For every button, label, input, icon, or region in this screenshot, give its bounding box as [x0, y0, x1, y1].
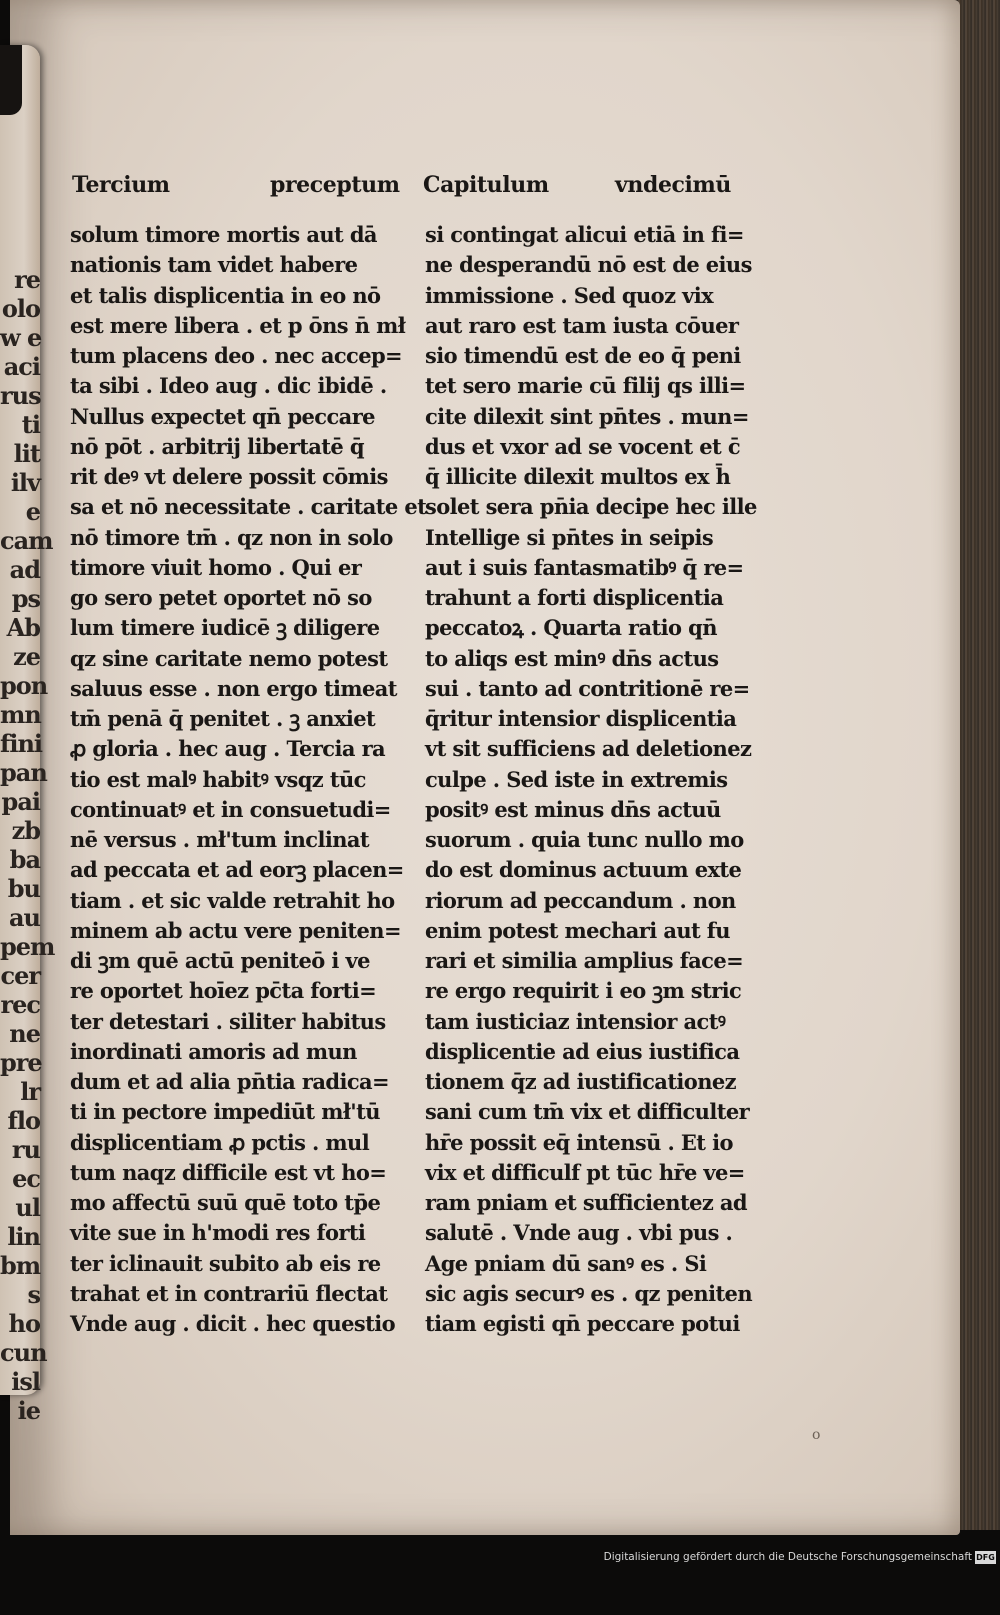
- text-line: nō pōt . arbitrij libertatē q̄: [70, 433, 364, 459]
- text-line: culpe . Sed iste in extremis: [425, 766, 728, 792]
- text-line: Age pniam dū sanꝰ es . Si: [425, 1250, 707, 1276]
- facing-page-fragment: ba: [9, 845, 40, 874]
- text-line: sui . tanto ad contritionē re=: [425, 675, 750, 701]
- text-column-right: [425, 220, 757, 1339]
- text-line: suorum . quia tunc nullo mo: [425, 827, 744, 852]
- facing-page-fragment: pon: [0, 671, 48, 700]
- facing-page-fragment: lin: [7, 1222, 40, 1251]
- text-line: dus et vxor ad se vocent et c̄: [425, 433, 741, 459]
- footer-credit: Digitalisierung gefördert durch die Deutsche Forschungsgemeinschaft: [603, 1551, 972, 1563]
- text-line: tet sero marie cū filij qs illi=: [425, 373, 746, 399]
- text-line: immissione . Sed quoz vix: [425, 282, 714, 308]
- text-line: aut raro est tam iusta cōuer: [425, 312, 739, 338]
- facing-page-fragment: re: [14, 265, 40, 294]
- facing-page-fragment: ru: [11, 1135, 40, 1164]
- facing-page-fragment: pan: [0, 758, 47, 787]
- text-line: sio timendū est de eo q̄ peni: [425, 343, 741, 368]
- text-line: nē versus . mł'tum inclinat: [70, 827, 370, 852]
- text-line: mo affectū suū quē toto tp̄e: [70, 1190, 381, 1215]
- facing-page-fragment: lr: [20, 1077, 40, 1106]
- text-line: solet sera pn̄ia decipe hec ille: [425, 494, 757, 520]
- facing-page-text: [0, 45, 55, 1615]
- text-line: riorum ad peccandum . non: [425, 887, 736, 913]
- facing-page-fragment: w e: [0, 323, 42, 352]
- text-line: sic agis securꝰ es . qz peniten: [425, 1280, 752, 1306]
- text-line: Vnde aug . dicit . hec questio: [70, 1311, 396, 1336]
- text-line: tio est malꝰ habitꝰ vsqz tūc: [70, 766, 366, 792]
- text-line: si contingat alicui etiā in fi=: [425, 222, 744, 247]
- text-line: lum timere iudicē ꝫ diligere: [70, 615, 380, 641]
- facing-page-fragment: cam: [0, 526, 53, 555]
- facing-page-fragment: ilv: [10, 468, 40, 497]
- running-header-left: Tercium: [72, 172, 170, 198]
- facing-page-fragment: bm: [0, 1251, 41, 1280]
- text-line: nationis tam videt habere: [70, 252, 358, 278]
- facing-page-fragment: ps: [11, 584, 40, 613]
- text-line: go sero petet oportet nō so: [70, 585, 372, 610]
- text-line: trahunt a forti displicentia: [425, 585, 724, 610]
- facing-page-fragment: pai: [1, 787, 40, 816]
- text-line: tionem q̄z ad iustificationez: [425, 1069, 736, 1094]
- text-line: rit deꝰ vt delere possit cōmis: [70, 464, 388, 489]
- margin-mark: o: [812, 1427, 821, 1443]
- text-line: inordinati amoris ad mun: [70, 1038, 357, 1064]
- facing-page-fragment: ul: [15, 1193, 40, 1222]
- text-line: vt sit sufficiens ad deletionez: [425, 736, 752, 762]
- text-line: nō timore tm̄ . qz non in solo: [70, 524, 393, 550]
- facing-page-strip: [0, 45, 55, 1425]
- facing-page-fragment: flo: [7, 1106, 40, 1135]
- facing-page-fragment: ne: [9, 1019, 40, 1048]
- text-line: tum placens deo . nec accep=: [70, 343, 403, 368]
- facing-page-fragment: Ab: [6, 613, 40, 642]
- text-line: peccatoꝝ . Quarta ratio qn̄: [425, 615, 717, 641]
- text-line: cite dilexit sint pn̄tes . mun=: [425, 403, 749, 429]
- text-line: saluus esse . non ergo timeat: [70, 675, 397, 701]
- facing-page-fragment: lit: [13, 439, 40, 468]
- text-line: sani cum tm̄ vix et difficulter: [425, 1099, 750, 1125]
- text-line: tum naqz difficile est vt ho=: [70, 1159, 387, 1185]
- text-line: displicentie ad eius iustifica: [425, 1038, 740, 1064]
- text-column-left: [70, 220, 427, 1339]
- facing-page-fragment: bu: [7, 874, 40, 903]
- text-line: ter iclinauit subito ab eis re: [70, 1250, 381, 1276]
- facing-page-fragment: pre: [0, 1048, 42, 1077]
- dfg-logo: DFG: [976, 1553, 995, 1562]
- text-line: tiam egisti qn̄ peccare potui: [425, 1311, 740, 1336]
- facing-page-fragment: rec: [0, 990, 40, 1019]
- text-line: di ꝫm quē actū peniteō i ve: [70, 948, 370, 973]
- text-line: rari et similia amplius face=: [425, 948, 744, 973]
- text-line: hr̄e possit eq̄ intensū . Et io: [425, 1129, 733, 1155]
- facing-page-fragment: olo: [1, 294, 40, 323]
- text-line: do est dominus actuum exte: [425, 857, 742, 883]
- facing-page-fragment: ec: [12, 1164, 40, 1193]
- facing-page-fragment: ti: [21, 410, 40, 439]
- text-line: re ergo requirit i eo ꝫm stric: [425, 978, 742, 1004]
- text-line: Intellige si pn̄tes in seipis: [425, 524, 714, 550]
- facing-page-fragment: ad: [9, 555, 40, 584]
- facing-page-fragment: cer: [0, 961, 40, 990]
- text-line: q̄ritur intensior displicentia: [425, 706, 737, 731]
- text-line: salutē . Vnde aug . vbi pus .: [425, 1220, 733, 1246]
- text-line: re oportet hoīez pc̄ta forti=: [70, 978, 377, 1004]
- text-line: ter detestari . siliter habitus: [70, 1008, 386, 1034]
- text-line: displicentiam ꝓ pctis . mul: [70, 1129, 370, 1155]
- text-line: ꝓ gloria . hec aug . Tercia ra: [70, 736, 386, 762]
- text-line: to aliqs est minꝰ dn̄s actus: [425, 645, 719, 671]
- text-line: ne desperandū nō est de eius: [425, 252, 752, 278]
- facing-page-fragment: ie: [17, 1396, 40, 1425]
- running-header-left-2: preceptum: [270, 172, 400, 198]
- text-line: dum et ad alia pn̄tia radica=: [70, 1069, 390, 1094]
- facing-page-fragment: au: [9, 903, 40, 932]
- facing-page-fragment: isl: [11, 1367, 40, 1396]
- facing-page-fragment: ze: [13, 642, 40, 671]
- facing-page-fragment: mn: [0, 700, 41, 729]
- text-line: ta sibi . Ideo aug . dic ibidē .: [70, 373, 387, 399]
- facing-page-fragment: aci: [3, 352, 40, 381]
- text-line: tiam . et sic valde retrahit ho: [70, 887, 395, 913]
- text-line: vix et difficulf pt tūc hr̄e ve=: [425, 1159, 745, 1185]
- text-line: solum timore mortis aut dā: [70, 222, 377, 247]
- text-line: enim potest mechari aut fu: [425, 917, 730, 943]
- text-line: et talis displicentia in eo nō: [70, 282, 381, 308]
- text-line: q̄ illicite dilexit multos ex h̄: [425, 464, 731, 489]
- text-line: timore viuit homo . Qui er: [70, 554, 362, 580]
- facing-page-fragment: rus: [0, 381, 41, 410]
- text-line: ad peccata et ad eorꝫ placen=: [70, 857, 404, 883]
- text-line: sa et nō necessitate . caritate et: [70, 494, 427, 520]
- text-line: qz sine caritate nemo potest: [70, 645, 388, 671]
- facing-page-fragment: cun: [0, 1338, 47, 1367]
- facing-page-fragment: fini: [0, 729, 43, 758]
- facing-page-fragment: pem: [0, 932, 55, 961]
- running-header-right: Capitulum: [423, 172, 549, 198]
- text-line: est mere libera . et p ōns n̄ mł: [70, 312, 406, 338]
- text-line: tm̄ penā q̄ penitet . ꝫ anxiet: [70, 706, 376, 731]
- text-line: tam iusticiaz intensior actꝰ: [425, 1008, 726, 1034]
- text-line: Nullus expectet qn̄ peccare: [70, 403, 375, 429]
- facing-page-fragment: ho: [8, 1309, 40, 1338]
- text-line: trahat et in contrariū flectat: [70, 1280, 388, 1306]
- running-header-right-2: vndecimū: [615, 172, 731, 198]
- facing-page-fragment: s: [27, 1280, 40, 1309]
- text-line: continuatꝰ et in consuetudi=: [70, 796, 391, 822]
- facing-page-fragment: zb: [11, 816, 40, 845]
- text-line: ram pniam et sufficientez ad: [425, 1190, 747, 1215]
- text-line: minem ab actu vere peniten=: [70, 917, 401, 943]
- text-line: vite sue in h'modi res forti: [70, 1220, 366, 1246]
- text-line: aut i suis fantasmatibꝰ q̄ re=: [425, 554, 744, 580]
- text-line: ti in pectore impediūt mł'tū: [70, 1099, 380, 1125]
- facing-page-fragment: e: [25, 497, 40, 526]
- text-line: positꝰ est minus dn̄s actuū: [425, 796, 721, 822]
